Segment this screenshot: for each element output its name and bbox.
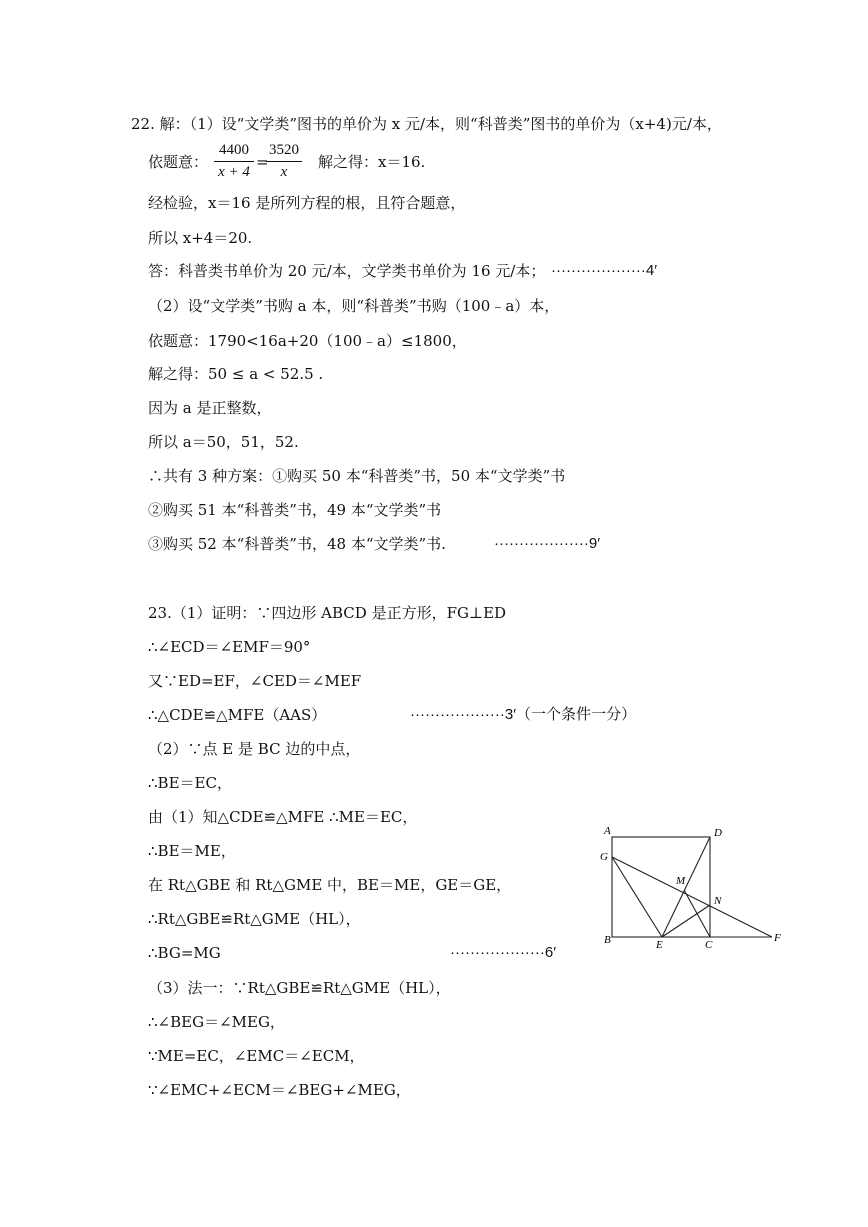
q23-line-13: ∴∠BEG＝∠MEG， (148, 1013, 285, 1031)
q23-line-11: ∴BG=MG (148, 944, 221, 962)
fraction-2-numerator: 3520 (266, 142, 302, 162)
q23-line-9: 在 Rt△GBE 和 Rt△GME 中，BE＝ME，GE＝GE， (148, 876, 512, 894)
q22-line-4: 所以 x+4＝20. (148, 229, 253, 247)
q22-line-12: ②购买 51 本“科普类”书，49 本“文学类”书 (148, 501, 442, 519)
label-m: M (676, 875, 686, 887)
q22-line-2-suffix: 解之得：x＝16. (318, 153, 426, 171)
label-a: A (604, 825, 611, 837)
q22-line-1: 22. 解：（1）设“文学类”图书的单价为 x 元/本，则“科普类”图书的单价为（x+4)元/本， (131, 115, 722, 133)
q22-line-7: 依题意：1790<16a+20（100﹣a）≤1800， (148, 332, 467, 350)
q23-line-10: ∴Rt△GBE≌Rt△GME（HL）， (148, 910, 361, 928)
q23-line-7: 由（1）知△CDE≌△MFE ∴ME＝EC， (148, 808, 418, 826)
q22-line-8: 解之得：50 ≤ a < 52.5 . (148, 365, 324, 383)
q23-line-8: ∴BE＝ME， (148, 842, 236, 860)
q23-line-2: ∴∠ECD＝∠EMF＝90° (148, 638, 311, 656)
label-e: E (656, 939, 663, 951)
fraction-2 (266, 142, 302, 181)
geometry-figure (596, 822, 796, 954)
q23-line-6: ∴BE＝EC， (148, 774, 232, 792)
q23-line-12: （3）法一：∵Rt△GBE≌Rt△GME（HL）， (148, 979, 451, 997)
segment-gf (612, 857, 772, 937)
q22-line-5: 答：科普类书单价为 20 元/本，文学类书单价为 16 元/本； (148, 262, 546, 280)
segment-ed (662, 837, 710, 937)
label-f: F (774, 932, 781, 944)
q22-line-10: 所以 a＝50，51，52. (148, 433, 299, 451)
segment-mc (684, 890, 710, 937)
fraction-1-numerator: 4400 (214, 142, 254, 162)
label-d: D (714, 827, 722, 839)
score-mark-3: ···················3′（一个条件一分） (410, 706, 637, 723)
q22-line-9: 因为 a 是正整数， (148, 399, 272, 417)
fraction-2-denominator: x (280, 164, 288, 180)
q23-line-4: ∴△CDE≌△MFE（AAS） (148, 706, 327, 724)
q22-line-2-prefix: 依题意： (148, 153, 209, 171)
q23-line-5: （2）∵点 E 是 BC 边的中点， (148, 740, 361, 758)
q22-line-13: ③购买 52 本“科普类”书，48 本“文学类”书. (148, 535, 446, 553)
score-mark-4: ···················4′ (551, 262, 658, 279)
q23-line-15: ∵∠EMC+∠ECM＝∠BEG+∠MEG， (148, 1081, 411, 1099)
q22-line-11: ∴共有 3 种方案：①购买 50 本“科普类”书，50 本“文学类”书 (148, 467, 566, 485)
label-n: N (714, 895, 722, 907)
label-c: C (705, 939, 713, 951)
q23-line-3: 又∵ED=EF，∠CED＝∠MEF (148, 672, 362, 690)
score-mark-6: ···················6′ (450, 944, 557, 961)
q23-line-14: ∵ME=EC，∠EMC＝∠ECM， (148, 1047, 365, 1065)
square-abcd (612, 837, 710, 937)
q23-line-1: 23.（1）证明：∵四边形 ABCD 是正方形，FG⊥ED (148, 604, 507, 622)
label-g: G (600, 851, 608, 863)
label-b: B (604, 934, 611, 946)
q22-line-3: 经检验，x＝16 是所列方程的根，且符合题意， (148, 194, 466, 212)
fraction-1-denominator: x + 4 (218, 164, 250, 180)
fraction-1 (214, 142, 254, 181)
equals-sign: = (256, 153, 269, 171)
q22-line-6: （2）设“文学类”书购 a 本，则“科普类”书购（100﹣a）本， (148, 297, 560, 315)
score-mark-9: ···················9′ (494, 535, 601, 552)
